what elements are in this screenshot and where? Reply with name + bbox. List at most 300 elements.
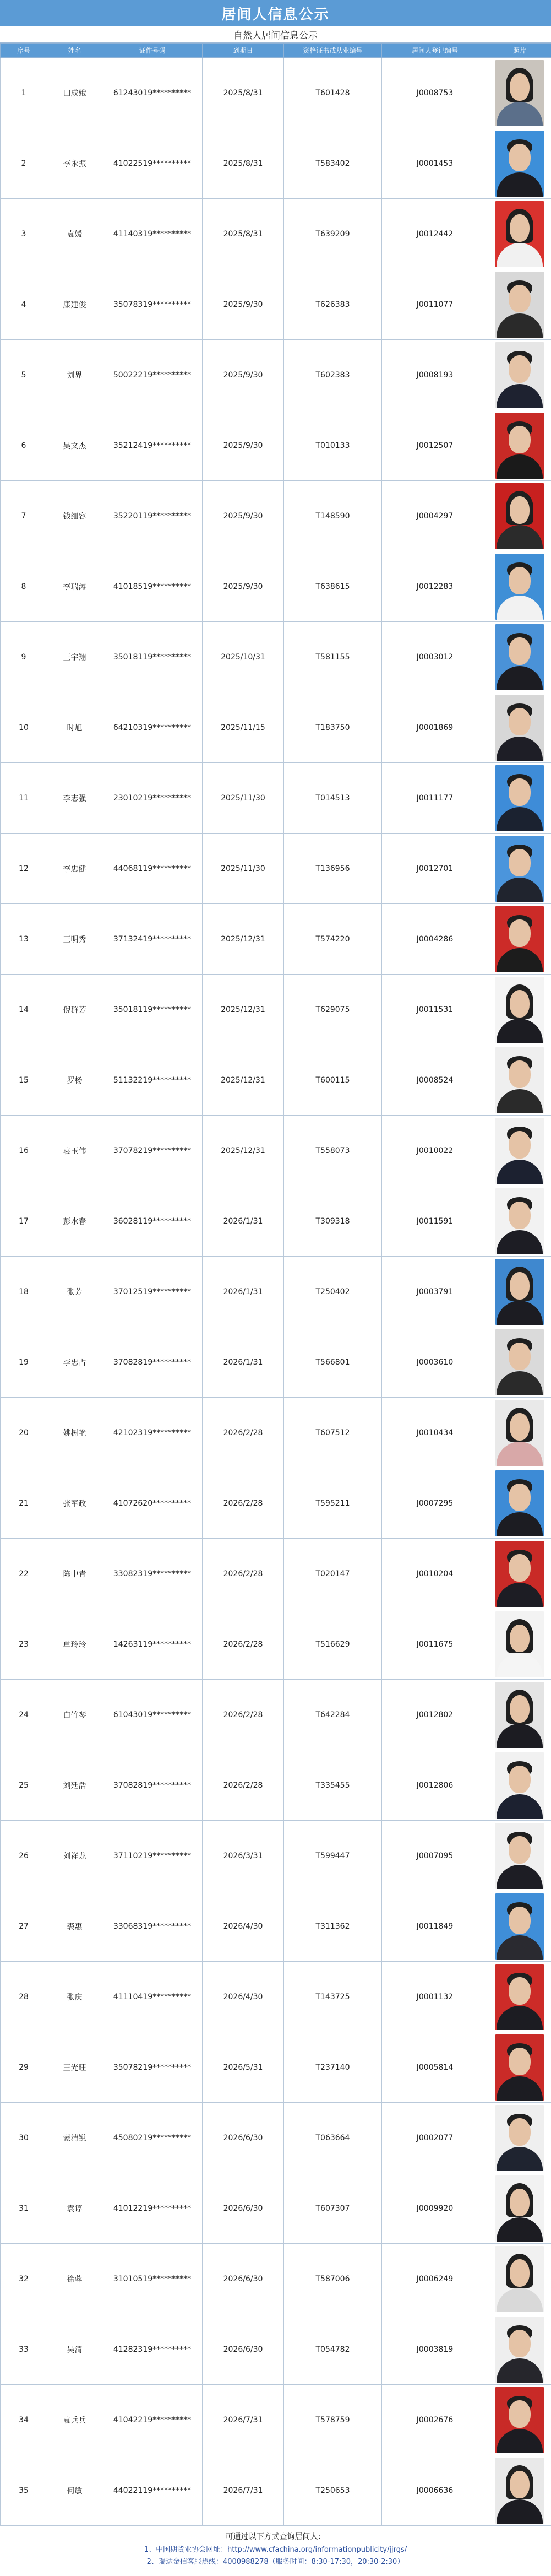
cell-index: 32: [1, 2244, 47, 2314]
photo-shoulders: [497, 525, 543, 549]
cell-certificate: T629075: [284, 975, 382, 1045]
cell-id-number: 41110419**********: [102, 1962, 203, 2032]
cell-expiry: 2026/6/30: [203, 2244, 284, 2314]
cell-name: 姚树艳: [47, 1398, 102, 1468]
cell-id-number: 41042219**********: [102, 2385, 203, 2455]
photo-shoulders: [497, 2358, 543, 2383]
cell-index: 35: [1, 2455, 47, 2526]
cell-registration: J0007295: [382, 1468, 488, 1539]
person-photo: [495, 2458, 544, 2524]
cell-id-number: 23010219**********: [102, 763, 203, 834]
cell-certificate: T148590: [284, 481, 382, 551]
photo-face: [510, 1625, 530, 1652]
photo-shoulders: [497, 1583, 543, 1607]
cell-photo: [488, 763, 551, 834]
cell-expiry: 2026/2/28: [203, 1468, 284, 1539]
cell-expiry: 2025/8/31: [203, 58, 284, 128]
cell-certificate: T638615: [284, 551, 382, 622]
cell-name: 李志强: [47, 763, 102, 834]
cell-certificate: T639209: [284, 199, 382, 269]
cell-photo: [488, 2103, 551, 2173]
cell-certificate: T063664: [284, 2103, 382, 2173]
cell-expiry: 2026/2/28: [203, 1398, 284, 1468]
cell-expiry: 2026/7/31: [203, 2385, 284, 2455]
cell-name: 袁谆: [47, 2173, 102, 2244]
cell-expiry: 2026/2/28: [203, 1680, 284, 1750]
cell-expiry: 2026/1/31: [203, 1257, 284, 1327]
cell-certificate: T250402: [284, 1257, 382, 1327]
cell-photo: [488, 1116, 551, 1186]
cell-index: 12: [1, 834, 47, 904]
photo-face: [509, 1977, 531, 2005]
cell-certificate: T250653: [284, 2455, 382, 2526]
page-title: 居间人信息公示: [221, 6, 330, 23]
cell-id-number: 35018119**********: [102, 622, 203, 692]
cell-name: 时旭: [47, 692, 102, 763]
cell-name: 张芳: [47, 1257, 102, 1327]
photo-face: [509, 2048, 531, 2075]
cell-expiry: 2026/1/31: [203, 1327, 284, 1398]
cell-expiry: 2025/11/30: [203, 763, 284, 834]
photo-shoulders: [497, 1794, 543, 1819]
table-row: [1, 904, 551, 975]
cell-photo: [488, 1750, 551, 1821]
person-photo: [495, 131, 544, 197]
photo-face: [509, 919, 531, 947]
person-photo: [495, 624, 544, 690]
cell-expiry: 2025/9/30: [203, 551, 284, 622]
cell-expiry: 2026/2/28: [203, 1609, 284, 1680]
cell-registration: J0008193: [382, 340, 488, 410]
cell-index: 26: [1, 1821, 47, 1891]
photo-face: [509, 355, 531, 383]
photo-shoulders: [497, 1089, 543, 1113]
table-row: [1, 1186, 551, 1257]
subtitle: [0, 26, 551, 43]
cell-registration: J0001132: [382, 1962, 488, 2032]
cell-index: 33: [1, 2314, 47, 2385]
cell-certificate: T581155: [284, 622, 382, 692]
cell-certificate: T599447: [284, 1821, 382, 1891]
cell-name: 李永振: [47, 128, 102, 199]
person-photo: [495, 2317, 544, 2383]
cell-name: 彭水春: [47, 1186, 102, 1257]
cell-certificate: T014513: [284, 763, 382, 834]
cell-photo: [488, 834, 551, 904]
cell-registration: J0002077: [382, 2103, 488, 2173]
photo-shoulders: [497, 807, 543, 831]
cell-index: 28: [1, 1962, 47, 2032]
cell-registration: J0011675: [382, 1609, 488, 1680]
table-row: [1, 1468, 551, 1539]
cell-expiry: 2026/4/30: [203, 1891, 284, 1962]
photo-face: [509, 637, 531, 665]
photo-face: [509, 2330, 531, 2357]
cell-photo: [488, 2455, 551, 2526]
cell-registration: J0004286: [382, 904, 488, 975]
cell-index: 34: [1, 2385, 47, 2455]
photo-face: [509, 144, 531, 171]
cell-id-number: 41012219**********: [102, 2173, 203, 2244]
cell-certificate: T309318: [284, 1186, 382, 1257]
cell-photo: [488, 269, 551, 340]
cell-certificate: T020147: [284, 1539, 382, 1609]
cell-index: 4: [1, 269, 47, 340]
cell-certificate: T607512: [284, 1398, 382, 1468]
column-header-name: 姓名: [47, 44, 102, 58]
cell-certificate: T566801: [284, 1327, 382, 1398]
person-photo: [495, 1752, 544, 1819]
photo-face: [510, 990, 530, 1018]
cell-expiry: 2026/5/31: [203, 2032, 284, 2103]
cell-expiry: 2026/6/30: [203, 2314, 284, 2385]
cell-photo: [488, 1186, 551, 1257]
cell-registration: J0005814: [382, 2032, 488, 2103]
photo-shoulders: [497, 313, 543, 338]
cell-certificate: T595211: [284, 1468, 382, 1539]
column-header-expiry: 到期日: [203, 44, 284, 58]
cell-registration: J0010204: [382, 1539, 488, 1609]
person-photo: [495, 2387, 544, 2453]
footer-website-line: 1、中国期货业协会网址：http://www.cfachina.org/informationpublicity/jjrgs/: [144, 2546, 407, 2554]
cell-id-number: 45080219**********: [102, 2103, 203, 2173]
cell-index: 23: [1, 1609, 47, 1680]
person-photo: [495, 2034, 544, 2101]
cell-registration: J0008753: [382, 58, 488, 128]
cell-photo: [488, 410, 551, 481]
cell-certificate: T516629: [284, 1609, 382, 1680]
cell-certificate: T601428: [284, 58, 382, 128]
photo-shoulders: [497, 2006, 543, 2030]
cell-certificate: T600115: [284, 1045, 382, 1116]
cell-registration: J0003610: [382, 1327, 488, 1398]
cell-expiry: 2025/10/31: [203, 622, 284, 692]
page-subtitle: 自然人居间信息公示: [233, 30, 318, 41]
person-photo: [495, 1188, 544, 1254]
cell-registration: J0009920: [382, 2173, 488, 2244]
cell-index: 27: [1, 1891, 47, 1962]
cell-id-number: 41140319**********: [102, 199, 203, 269]
photo-face: [510, 2471, 530, 2498]
cell-name: 吴文杰: [47, 410, 102, 481]
table-row: [1, 692, 551, 763]
cell-expiry: 2025/12/31: [203, 975, 284, 1045]
cell-name: 蒙清锐: [47, 2103, 102, 2173]
cell-registration: J0008524: [382, 1045, 488, 1116]
table-row: [1, 1045, 551, 1116]
person-photo: [495, 2246, 544, 2312]
cell-registration: J0012507: [382, 410, 488, 481]
table-row: [1, 1116, 551, 1186]
cell-name: 袁兵兵: [47, 2385, 102, 2455]
cell-certificate: T583402: [284, 128, 382, 199]
photo-face: [509, 1554, 531, 1582]
person-photo: [495, 977, 544, 1043]
photo-shoulders: [497, 1935, 543, 1960]
person-photo: [495, 60, 544, 126]
person-photo: [495, 342, 544, 408]
cell-photo: [488, 1327, 551, 1398]
table-row: [1, 975, 551, 1045]
title-bar: [0, 0, 551, 26]
cell-index: 31: [1, 2173, 47, 2244]
cell-name: 王宇翔: [47, 622, 102, 692]
cell-expiry: 2026/6/30: [203, 2103, 284, 2173]
table-row: [1, 2173, 551, 2244]
person-photo: [495, 1400, 544, 1466]
cell-photo: [488, 2173, 551, 2244]
photo-face: [509, 1766, 531, 1793]
cell-name: 倪群芳: [47, 975, 102, 1045]
photo-shoulders: [497, 1653, 543, 1677]
cell-name: 田成娥: [47, 58, 102, 128]
table-row: [1, 763, 551, 834]
photo-shoulders: [497, 2499, 543, 2524]
footer-hotline-line: 2、瑞达金信客服热线：4000988278（服务时间：8:30-17:30，20:30-2:30）: [146, 2558, 405, 2566]
table-row: [1, 1750, 551, 1821]
photo-shoulders: [497, 666, 543, 690]
cell-index: 11: [1, 763, 47, 834]
cell-id-number: 61043019**********: [102, 1680, 203, 1750]
cell-registration: J0006249: [382, 2244, 488, 2314]
cell-id-number: 41022519**********: [102, 128, 203, 199]
photo-face: [509, 2400, 531, 2428]
cell-registration: J0011849: [382, 1891, 488, 1962]
cell-certificate: T642284: [284, 1680, 382, 1750]
cell-expiry: 2025/12/31: [203, 1116, 284, 1186]
cell-id-number: 14263119**********: [102, 1609, 203, 1680]
table-row: [1, 340, 551, 410]
person-photo: [495, 1964, 544, 2030]
person-photo: [495, 1611, 544, 1677]
cell-registration: J0002676: [382, 2385, 488, 2455]
cell-name: 裘惠: [47, 1891, 102, 1962]
photo-face: [510, 2259, 530, 2287]
photo-shoulders: [497, 596, 543, 620]
cell-expiry: 2025/11/15: [203, 692, 284, 763]
cell-photo: [488, 1821, 551, 1891]
table-row: [1, 2032, 551, 2103]
table-row: [1, 1539, 551, 1609]
cell-expiry: 2026/6/30: [203, 2173, 284, 2244]
photo-face: [509, 285, 531, 312]
cell-index: 10: [1, 692, 47, 763]
table-row: [1, 1891, 551, 1962]
cell-expiry: 2025/11/30: [203, 834, 284, 904]
cell-registration: J0012802: [382, 1680, 488, 1750]
table-row: [1, 2314, 551, 2385]
photo-shoulders: [497, 1724, 543, 1748]
cell-id-number: 37132419**********: [102, 904, 203, 975]
cell-certificate: T574220: [284, 904, 382, 975]
photo-face: [510, 1272, 530, 1300]
cell-photo: [488, 58, 551, 128]
table-row: [1, 128, 551, 199]
person-photo: [495, 1118, 544, 1184]
cell-certificate: T602383: [284, 340, 382, 410]
cell-expiry: 2025/9/30: [203, 410, 284, 481]
person-photo: [495, 1823, 544, 1889]
cell-name: 罗杨: [47, 1045, 102, 1116]
photo-face: [510, 2189, 530, 2216]
cell-name: 陈中青: [47, 1539, 102, 1609]
cell-certificate: T335455: [284, 1750, 382, 1821]
cell-certificate: T010133: [284, 410, 382, 481]
table-row: [1, 2455, 551, 2526]
table-row: [1, 622, 551, 692]
column-header-photo: 照片: [488, 44, 551, 58]
cell-expiry: 2025/8/31: [203, 199, 284, 269]
cell-photo: [488, 2314, 551, 2385]
photo-face: [510, 1695, 530, 1723]
cell-id-number: 61243019**********: [102, 58, 203, 128]
person-photo: [495, 1682, 544, 1748]
photo-face: [509, 1060, 531, 1088]
photo-shoulders: [497, 948, 543, 972]
photo-face: [510, 214, 530, 242]
photo-face: [509, 778, 531, 806]
cell-index: 15: [1, 1045, 47, 1116]
cell-id-number: 31010519**********: [102, 2244, 203, 2314]
cell-photo: [488, 551, 551, 622]
cell-photo: [488, 199, 551, 269]
person-photo: [495, 906, 544, 972]
cell-expiry: 2025/12/31: [203, 1045, 284, 1116]
person-photo: [495, 1470, 544, 1536]
cell-index: 8: [1, 551, 47, 622]
cell-name: 白竹琴: [47, 1680, 102, 1750]
cell-id-number: 64210319**********: [102, 692, 203, 763]
cell-registration: J0011591: [382, 1186, 488, 1257]
cell-expiry: 2025/9/30: [203, 481, 284, 551]
cell-expiry: 2026/4/30: [203, 1962, 284, 2032]
cell-photo: [488, 2032, 551, 2103]
cell-certificate: T578759: [284, 2385, 382, 2455]
cell-photo: [488, 1962, 551, 2032]
cell-index: 30: [1, 2103, 47, 2173]
table-header-row: [1, 44, 551, 58]
cell-registration: J0012283: [382, 551, 488, 622]
photo-shoulders: [497, 1865, 543, 1889]
cell-id-number: 50022219**********: [102, 340, 203, 410]
cell-expiry: 2025/12/31: [203, 904, 284, 975]
cell-index: 13: [1, 904, 47, 975]
cell-photo: [488, 1539, 551, 1609]
cell-registration: J0003012: [382, 622, 488, 692]
cell-expiry: 2026/1/31: [203, 1186, 284, 1257]
person-photo: [495, 695, 544, 761]
cell-photo: [488, 1257, 551, 1327]
photo-shoulders: [497, 737, 543, 761]
cell-photo: [488, 1680, 551, 1750]
photo-face: [509, 1202, 531, 1229]
photo-shoulders: [497, 1512, 543, 1536]
table-row: [1, 1609, 551, 1680]
cell-id-number: 44068119**********: [102, 834, 203, 904]
cell-id-number: 35078219**********: [102, 2032, 203, 2103]
cell-index: 1: [1, 58, 47, 128]
cell-id-number: 37082819**********: [102, 1750, 203, 1821]
cell-photo: [488, 2385, 551, 2455]
cell-certificate: T311362: [284, 1891, 382, 1962]
cell-expiry: 2025/9/30: [203, 269, 284, 340]
cell-photo: [488, 1891, 551, 1962]
cell-id-number: 37078219**********: [102, 1116, 203, 1186]
cell-photo: [488, 128, 551, 199]
table-body: [1, 58, 551, 2526]
cell-photo: [488, 481, 551, 551]
cell-certificate: T237140: [284, 2032, 382, 2103]
cell-index: 9: [1, 622, 47, 692]
cell-expiry: 2025/9/30: [203, 340, 284, 410]
cell-registration: J0010434: [382, 1398, 488, 1468]
cell-id-number: 41018519**********: [102, 551, 203, 622]
cell-index: 2: [1, 128, 47, 199]
photo-face: [509, 1484, 531, 1511]
person-photo: [495, 1893, 544, 1960]
cell-name: 吴清: [47, 2314, 102, 2385]
cell-name: 钱细容: [47, 481, 102, 551]
cell-name: 李忠占: [47, 1327, 102, 1398]
cell-id-number: 51132219**********: [102, 1045, 203, 1116]
cell-expiry: 2026/3/31: [203, 1821, 284, 1891]
person-photo: [495, 1259, 544, 1325]
cell-expiry: 2026/7/31: [203, 2455, 284, 2526]
cell-photo: [488, 1609, 551, 1680]
cell-name: 李忠健: [47, 834, 102, 904]
cell-expiry: 2026/2/28: [203, 1539, 284, 1609]
cell-name: 王明秀: [47, 904, 102, 975]
cell-index: 18: [1, 1257, 47, 1327]
cell-id-number: 35220119**********: [102, 481, 203, 551]
photo-shoulders: [497, 2288, 543, 2312]
photo-shoulders: [497, 1301, 543, 1325]
person-photo: [495, 2105, 544, 2171]
photo-face: [509, 1907, 531, 1934]
table-row: [1, 2385, 551, 2455]
cell-id-number: 35212419**********: [102, 410, 203, 481]
table-row: [1, 551, 551, 622]
cell-registration: J0011177: [382, 763, 488, 834]
cell-id-number: 36028119**********: [102, 1186, 203, 1257]
photo-face: [509, 426, 531, 453]
cell-certificate: T558073: [284, 1116, 382, 1186]
person-photo: [495, 413, 544, 479]
cell-registration: J0001453: [382, 128, 488, 199]
cell-name: 徐蓉: [47, 2244, 102, 2314]
cell-photo: [488, 975, 551, 1045]
cell-id-number: 37012519**********: [102, 1257, 203, 1327]
cell-registration: J0010022: [382, 1116, 488, 1186]
table-row: [1, 410, 551, 481]
table-row: [1, 1398, 551, 1468]
cell-photo: [488, 1045, 551, 1116]
cell-id-number: 41282319**********: [102, 2314, 203, 2385]
cell-certificate: T587006: [284, 2244, 382, 2314]
photo-face: [510, 496, 530, 524]
table-row: [1, 199, 551, 269]
cell-name: 王光旺: [47, 2032, 102, 2103]
table-row: [1, 2244, 551, 2314]
photo-face: [509, 567, 531, 594]
cell-index: 14: [1, 975, 47, 1045]
photo-shoulders: [497, 102, 543, 126]
photo-shoulders: [497, 243, 543, 267]
person-photo: [495, 1541, 544, 1607]
photo-face: [510, 73, 530, 101]
photo-shoulders: [497, 1160, 543, 1184]
cell-name: 康建俊: [47, 269, 102, 340]
